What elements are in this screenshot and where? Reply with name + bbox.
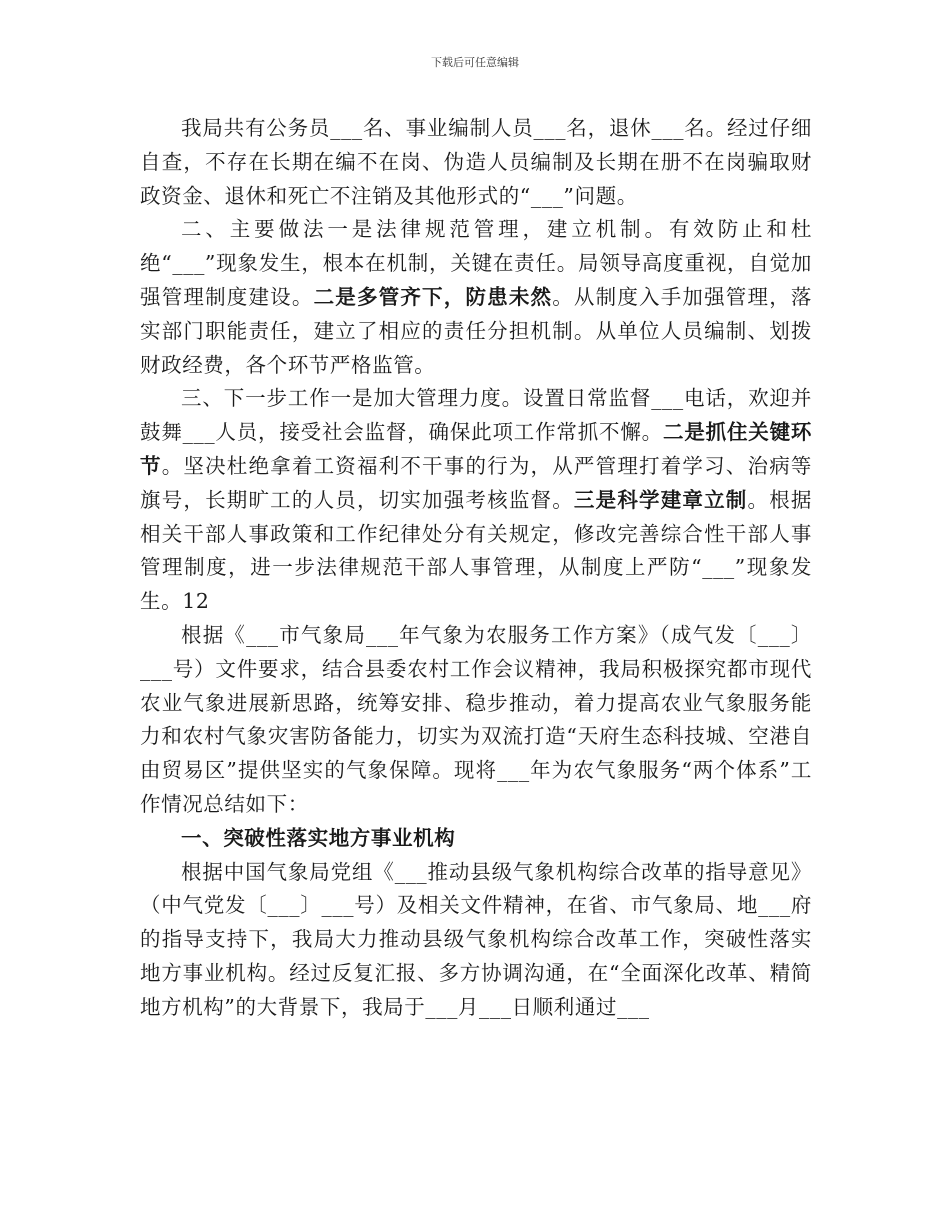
bold-phrase: 二是多管齐下，防患未然 bbox=[313, 284, 553, 309]
paragraph-text: 我局共有公务员___名、事业编制人员___名，退休___名。经过仔细自查，不存在长期在编不在岗、伪造人员编制及长期在册不在岗骗取财政资金、退休和死亡不注销及其他形式的“___”问题。 bbox=[140, 116, 812, 208]
paragraph-next-steps bbox=[140, 382, 812, 619]
document-body bbox=[140, 112, 812, 1025]
paragraph-text: 。坚决杜绝拿着工资福利不干事的行为，从严管理打着学习、治病等旗号，长期旷工的人员，切实加强考核监督。 bbox=[140, 453, 812, 512]
paragraph-weather-service bbox=[140, 619, 812, 822]
section-heading bbox=[140, 822, 812, 856]
paragraph-staff-count bbox=[140, 112, 812, 213]
bold-phrase: 二是抓住关键环节 bbox=[140, 420, 812, 478]
paragraph-reform bbox=[140, 856, 812, 1025]
paragraph-text: 三、下一步工作一是加大管理力度。设置日常监督___电话，欢迎并鼓舞___人员，接受社会监督，确保此项工作常抓不懈。 bbox=[140, 386, 812, 445]
paragraph-text: 根据中国气象局党组《___推动县级气象机构综合改革的指导意见》（中气党发〔___〕___号）及相关文件精神，在省、市气象局、地___府的指导支持下，我局大力推动县级气象机构综合改革工作，突破性落实地方事业机构。经过反复汇报、多方协调沟通，在“全面深化改革、精简地方机构”的大背景下，我局于___月___日顺利通过___ bbox=[140, 859, 812, 1019]
paragraph-text: 二、主要做法一是法律规范管理，建立机制。有效防止和杜绝“___”现象发生，根本在机制，关键在责任。局领导高度重视，自觉加强管理制度建设。 bbox=[140, 217, 812, 309]
page-header: 下载后可任意编辑 bbox=[431, 56, 519, 69]
heading-text: 一、突破性落实地方事业机构 bbox=[181, 825, 456, 850]
paragraph-text: 根据《___市气象局___年气象为农服务工作方案》（成气发〔___〕___号）文件要求，结合县委农村工作会议精神，我局积极探究都市现代农业气象进展新思路，统筹安排、稳步推动，着力提高农业气象服务能力和农村气象灾害防备能力，切实为双流打造“天府生态科技城、空港自由贸易区”提供坚实的气象保障。现将___年为农气象服务“两个体系”工作情况总结如下： bbox=[140, 622, 812, 816]
paragraph-text: 。从制度入手加强管理，落实部门职能责任，建立了相应的责任分担机制。从单位人员编制、划拨财政经费，各个环节严格监管。 bbox=[140, 284, 812, 377]
paragraph-main-practices bbox=[140, 213, 812, 382]
bold-phrase: 三是科学建章立制 bbox=[573, 487, 748, 512]
paragraph-text: 。根据相关干部人事政策和工作纪律处分有关规定，修改完善综合性干部人事管理制度，进一步法律规范干部人事管理，从制度上严防“___”现象发生。12 bbox=[140, 487, 812, 614]
